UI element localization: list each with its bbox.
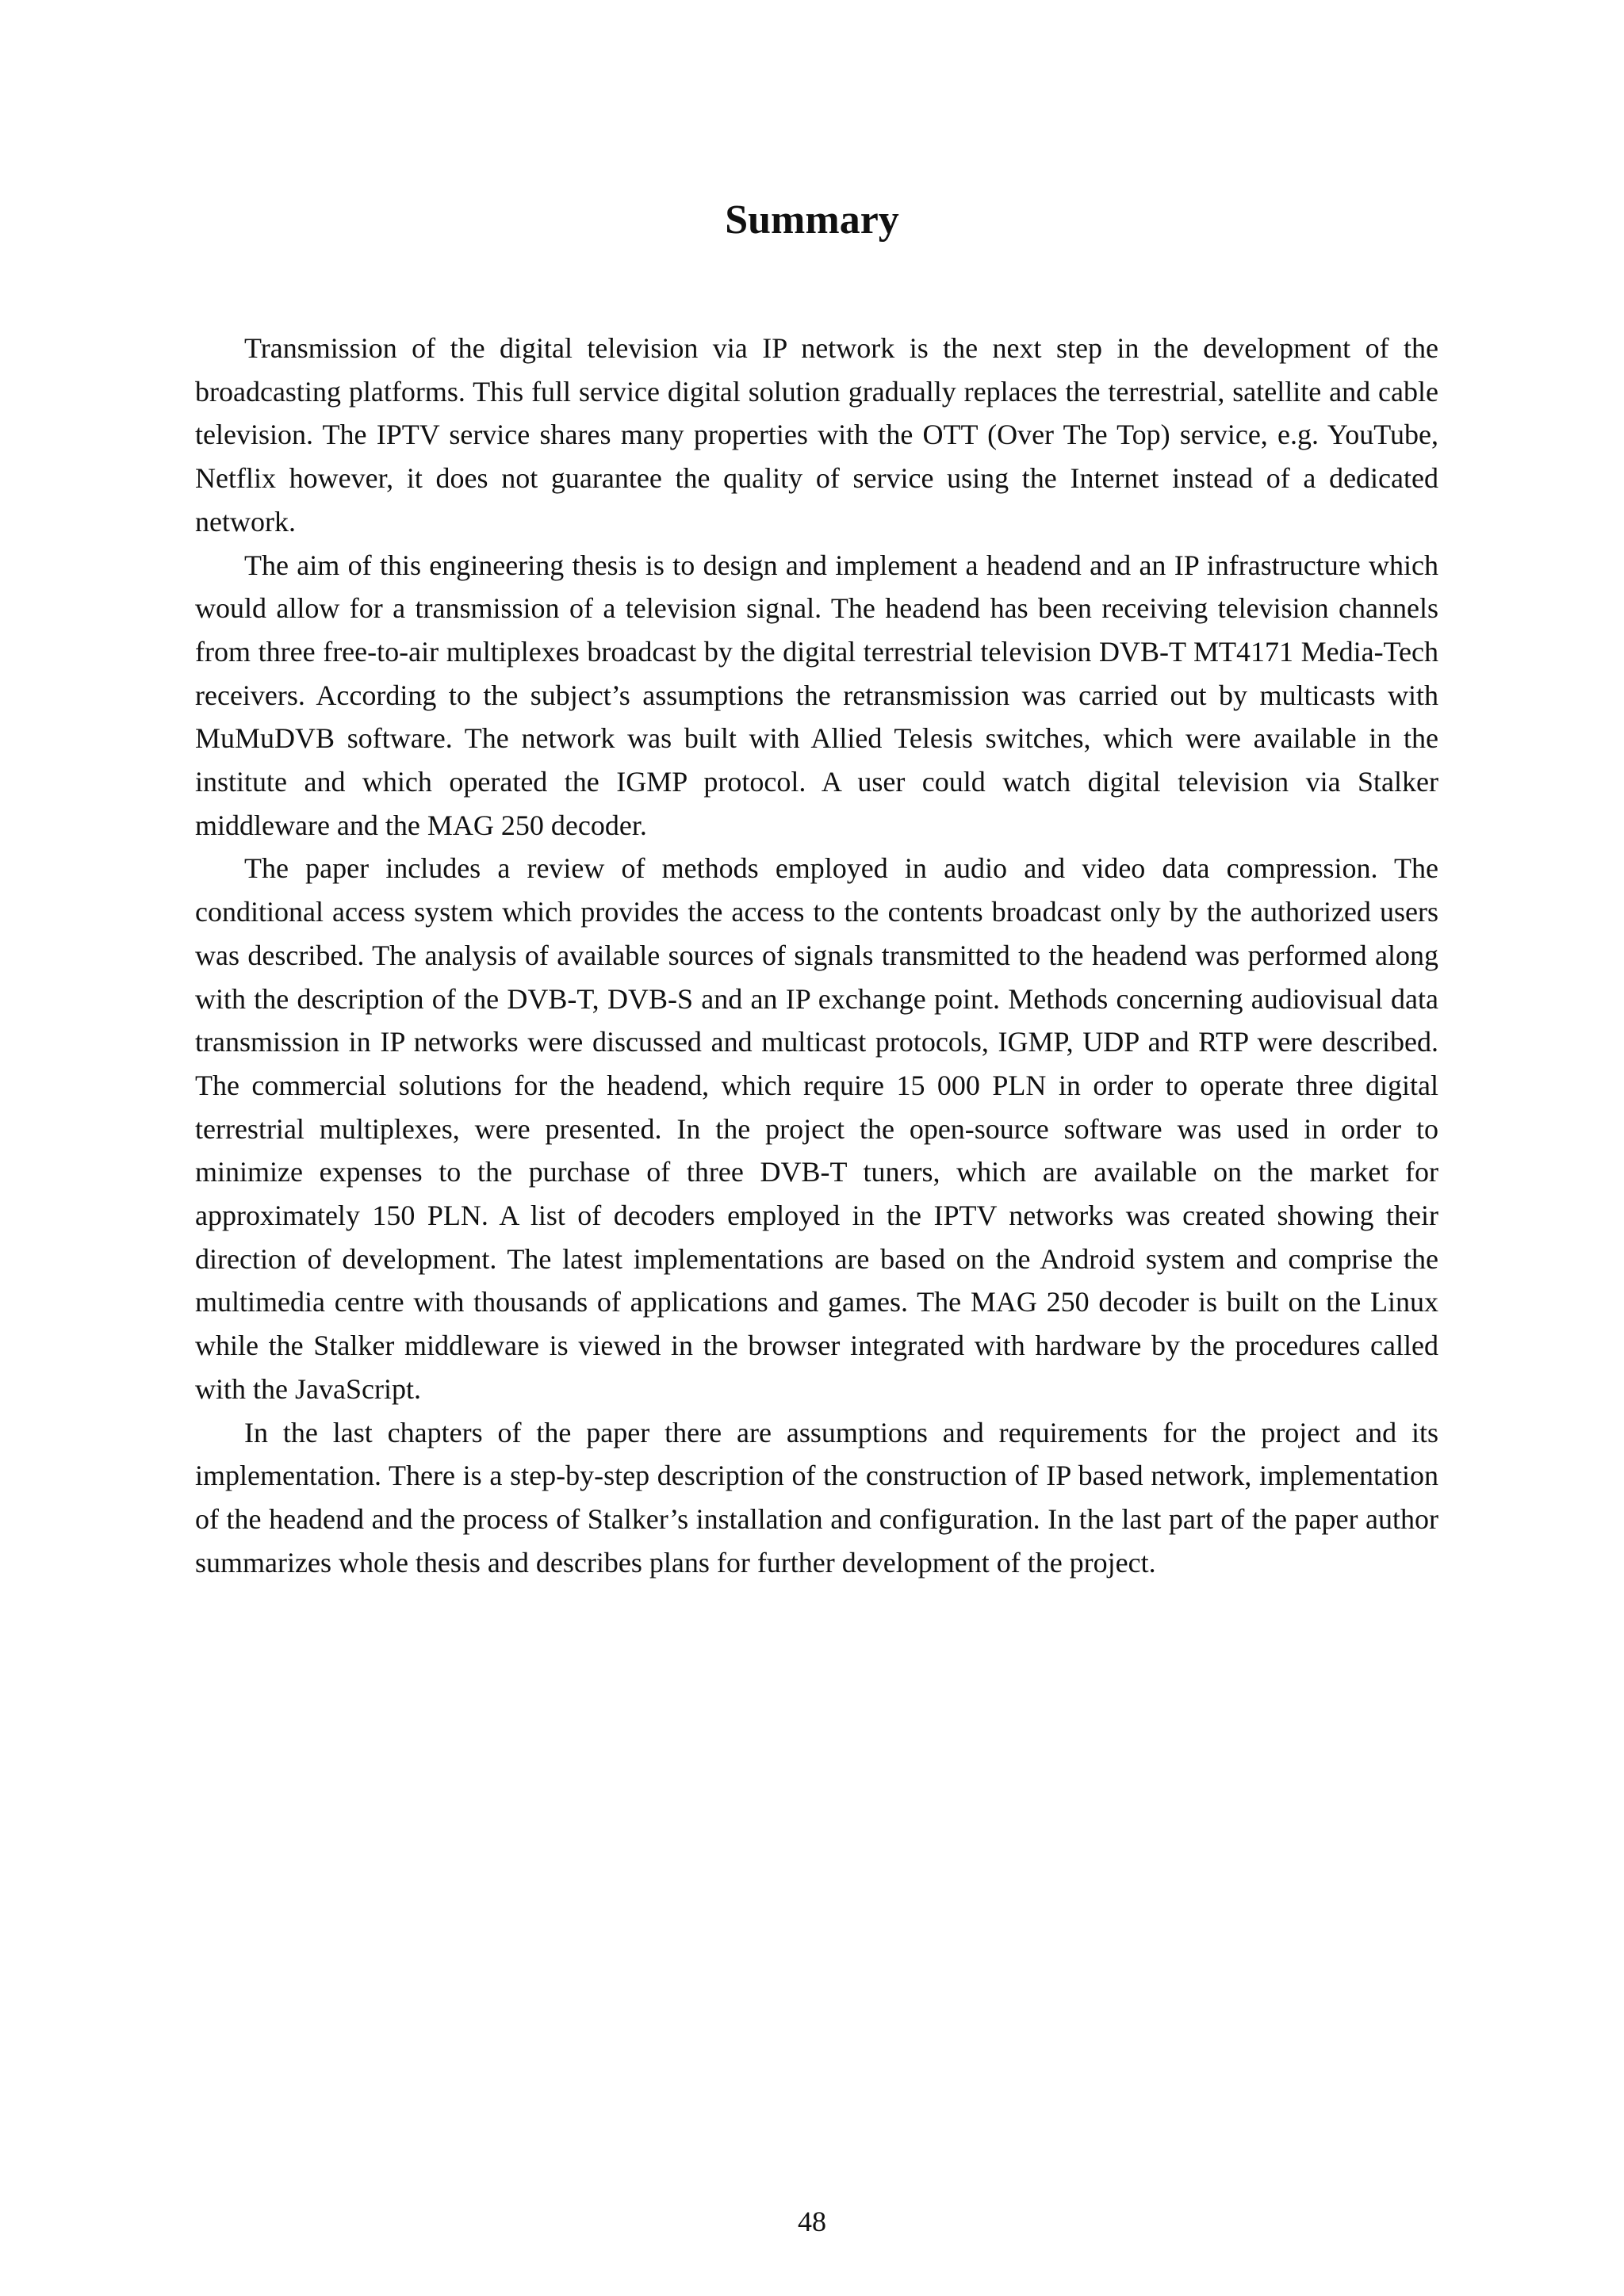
paragraph-3: The paper includes a review of methods employed in audio and video data compression. The conditional access system which provides the access to the contents broadcast only by the authorized users was described. The analysis of available sources of signals transmitted to the headend was performed along with the description of the DVB-T, DVB-S and an IP exchange point. Methods concerning audiovisual data transmission in IP networks were discussed and multicast protocols, IGMP, UDP and RTP were described. The commercial solutions for the headend, which require 15 000 PLN in order to operate three digital terrestrial multiplexes, were presented. In the project the open-source software was used in order to minimize expenses to the purchase of three DVB-T tuners, which are available on the market for approximately 150 PLN. A list of decoders employed in the IPTV networks was created showing their direction of development. The latest implementations are based on the Android system and comprise the multimedia centre with thousands of applications and games. The MAG 250 decoder is built on the Linux while the Stalker middleware is viewed in the browser integrated with hardware by the procedures called with the JavaScript.: [195, 852, 1438, 1405]
paragraph-2: The aim of this engineering thesis is to design and implement a headend and an IP infrastructure which would allow for a transmission of a television signal. The headend has been receiving television channels from three free-to-air multiplexes broadcast by the digital terrestrial television DVB-T MT4171 Media-Tech receivers. According to the subject’s assumptions the retransmission was carried out by multicasts with MuMuDVB software. The network was built with Allied Telesis switches, which were available in the institute and which operated the IGMP protocol. A user could watch digital television via Stalker middleware and the MAG 250 decoder.: [195, 549, 1438, 841]
paragraph-1: Transmission of the digital television via IP network is the next step in the development of the broadcasting platforms. This full service digital solution gradually replaces the terrestrial, satellite and cable television. The IPTV service shares many properties with the OTT (Over The Top) service, e.g. YouTube, Netflix however, it does not guarantee the quality of service using the Internet instead of a dedicated network.: [195, 332, 1438, 538]
page-title: Summary: [725, 197, 899, 243]
summary-body: [195, 327, 1438, 1584]
paragraph-4: In the last chapters of the paper there are assumptions and requirements for the project and its implementation. There is a step-by-step description of the construction of IP based network, implementation of the headend and the process of Stalker’s installation and configuration. In the last part of the paper author summarizes whole thesis and describes plans for further development of the project.: [195, 1416, 1438, 1578]
page-number: 48: [798, 2206, 826, 2237]
